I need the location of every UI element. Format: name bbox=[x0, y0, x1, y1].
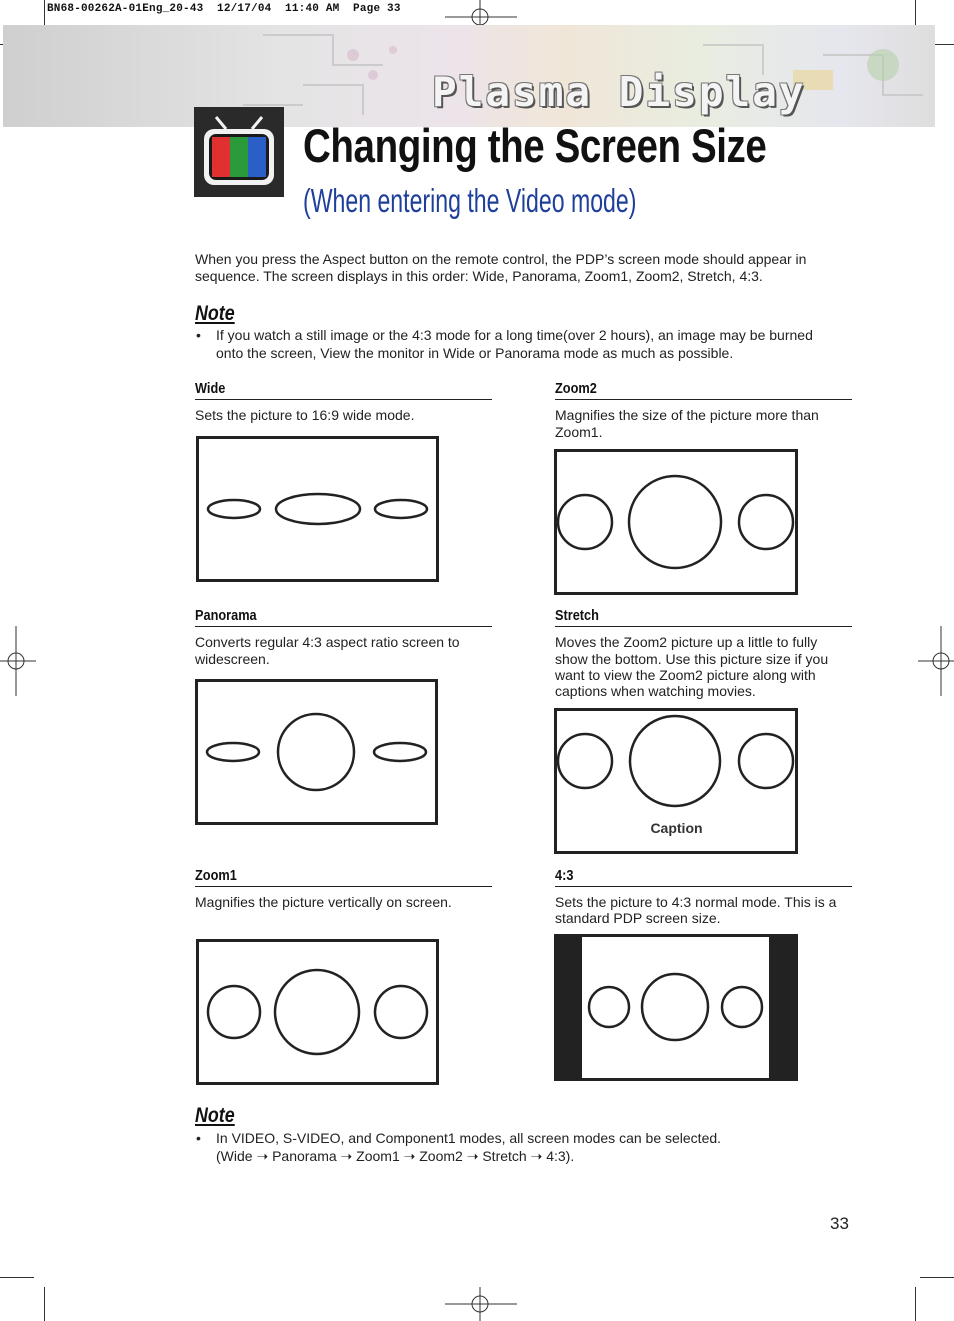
four-three-desc-1: Sets the picture to 4:3 normal mode. This is a bbox=[555, 894, 837, 910]
panorama-label: Panorama bbox=[195, 607, 257, 624]
note-line-2: onto the screen, View the monitor in Wide or Panorama mode as much as possible. bbox=[216, 345, 734, 361]
wide-heading bbox=[195, 380, 492, 400]
zoom2-heading bbox=[555, 380, 852, 400]
zoom1-desc: Magnifies the picture vertically on screen. bbox=[195, 894, 452, 910]
page-title: Changing the Screen Size bbox=[303, 119, 767, 172]
note-heading-2: Note bbox=[195, 1104, 235, 1127]
zoom1-heading bbox=[195, 867, 492, 887]
note-bullet-2 bbox=[196, 1129, 896, 1169]
tv-icon bbox=[194, 107, 284, 197]
wide-screen-illustration bbox=[196, 436, 440, 583]
panorama-screen-illustration bbox=[195, 679, 439, 826]
panorama-desc-1: Converts regular 4:3 aspect ratio screen to bbox=[195, 634, 460, 650]
note2-line-1: In VIDEO, S-VIDEO, and Component1 modes, all screen modes can be selected. bbox=[216, 1130, 722, 1146]
stretch-desc-4: captions when watching movies. bbox=[555, 683, 756, 699]
caption-label: Caption bbox=[650, 820, 703, 836]
stretch-desc-3: want to view the Zoom2 picture along with bbox=[555, 667, 816, 683]
intro-line-2: sequence. The screen displays in this order: Wide, Panorama, Zoom1, Zoom2, Stretch, 4:3. bbox=[195, 268, 763, 284]
panorama-heading bbox=[195, 607, 492, 627]
panorama-desc-2: widescreen. bbox=[195, 651, 270, 667]
bullet-dot-2: • bbox=[196, 1130, 201, 1146]
page-number: 33 bbox=[830, 1214, 849, 1233]
wide-desc: Sets the picture to 16:9 wide mode. bbox=[195, 407, 415, 423]
note-line-1: If you watch a still image or the 4:3 mode for a long time(over 2 hours), an image may be burned bbox=[216, 327, 813, 343]
zoom2-screen-illustration bbox=[554, 449, 799, 596]
intro-line-1: When you press the Aspect button on the remote control, the PDP’s screen mode should appear in bbox=[195, 251, 807, 267]
stretch-screen-illustration bbox=[554, 708, 799, 855]
brand-title: Plasma Display bbox=[432, 68, 806, 116]
four-three-heading bbox=[555, 867, 852, 887]
bullet-dot: • bbox=[196, 327, 201, 343]
stretch-desc-2: show the bottom. Use this picture size if you bbox=[555, 651, 829, 667]
page-subtitle: (When entering the Video mode) bbox=[303, 182, 637, 219]
four-three-label: 4:3 bbox=[555, 867, 574, 884]
zoom1-label: Zoom1 bbox=[195, 867, 237, 884]
zoom2-desc-2: Zoom1. bbox=[555, 424, 603, 440]
four-three-screen-illustration bbox=[554, 934, 799, 1082]
stretch-label: Stretch bbox=[555, 607, 599, 624]
zoom2-label: Zoom2 bbox=[555, 380, 597, 397]
note-heading: Note bbox=[195, 302, 235, 325]
stretch-heading bbox=[555, 607, 852, 627]
print-slug: BN68-00262A-01Eng_20-43 12/17/04 11:40 AM Page 33 bbox=[47, 3, 401, 15]
zoom2-desc-1: Magnifies the size of the picture more than bbox=[555, 407, 819, 423]
zoom1-screen-illustration bbox=[196, 939, 440, 1086]
note2-line-2: (Wide ➝ Panorama ➝ Zoom1 ➝ Zoom2 ➝ Stretch ➝ 4:3). bbox=[216, 1148, 575, 1164]
note-bullet bbox=[196, 326, 896, 366]
stretch-desc-1: Moves the Zoom2 picture up a little to fully bbox=[555, 634, 818, 650]
wide-label: Wide bbox=[195, 380, 226, 397]
four-three-desc-2: standard PDP screen size. bbox=[555, 910, 721, 926]
